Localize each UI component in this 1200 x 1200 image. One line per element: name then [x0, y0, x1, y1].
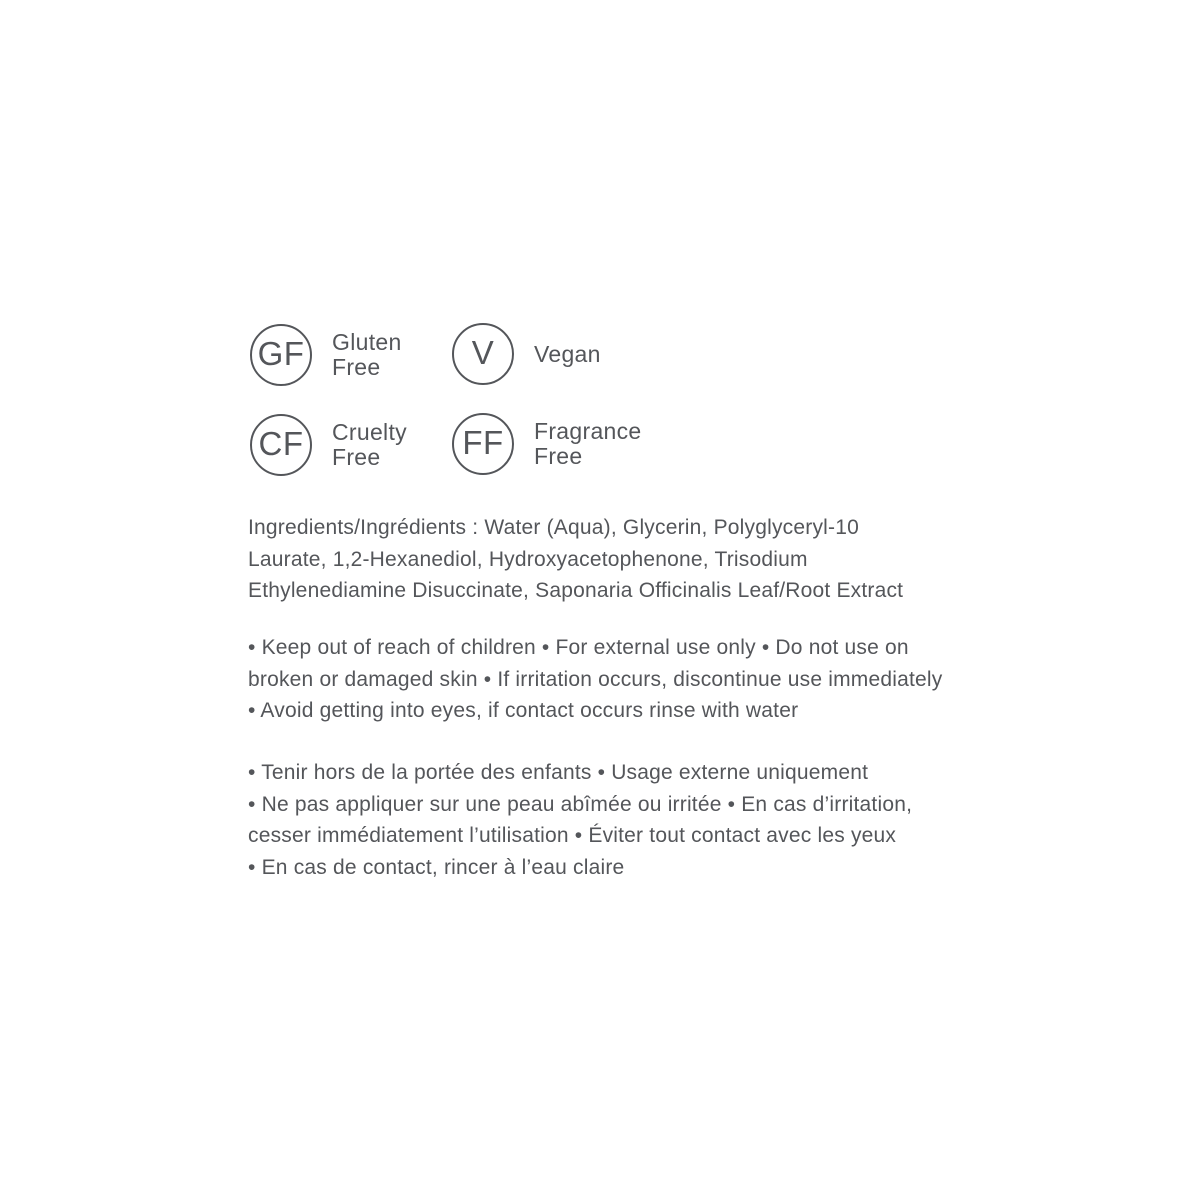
- ingredients-line: Ethylenediamine Disuccinate, Saponaria Officinalis Leaf/Root Extract: [248, 579, 904, 602]
- badge-label-line: Free: [534, 443, 583, 469]
- ingredients-line: Ingredients/Ingrédients : Water (Aqua), Glycerin, Polyglyceryl-10: [248, 516, 859, 539]
- vegan-icon: [452, 323, 514, 385]
- warning-line: • En cas de contact, rincer à l’eau claire: [248, 855, 625, 879]
- badge-label-line: Free: [332, 444, 381, 470]
- badge-vegan: [452, 323, 601, 385]
- warnings-english: [248, 632, 942, 727]
- badge-label: [332, 330, 402, 380]
- badge-gluten-free: [250, 324, 402, 386]
- warning-line: broken or damaged skin • If irritation occurs, discontinue use immediately: [248, 667, 943, 691]
- badge-abbr: GF: [257, 335, 305, 372]
- badge-label: [332, 420, 407, 470]
- warning-line: • Ne pas appliquer sur une peau abîmée ou irritée • En cas d’irritation,: [248, 792, 913, 816]
- badge-label-line: Gluten: [332, 329, 402, 355]
- ingredients-line: Laurate, 1,2-Hexanediol, Hydroxyacetophenone, Trisodium: [248, 547, 808, 571]
- badge-label-line: Vegan: [534, 340, 601, 367]
- cruelty-free-icon: [250, 414, 312, 476]
- gluten-free-icon: [250, 324, 312, 386]
- badge-label-line: Free: [332, 354, 381, 380]
- badge-label: [534, 419, 642, 469]
- badge-abbr: CF: [258, 425, 304, 462]
- badge-label-line: Fragrance: [534, 418, 642, 444]
- warning-line: • Tenir hors de la portée des enfants • Usage externe uniquement: [248, 761, 869, 784]
- ingredients-paragraph: [248, 512, 903, 607]
- badge-label: [534, 342, 601, 367]
- warning-line: cesser immédiatement l’utilisation • Éviter tout contact avec les yeux: [248, 824, 897, 847]
- warning-line: • Keep out of reach of children • For external use only • Do not use on: [248, 636, 909, 659]
- badge-abbr: V: [471, 334, 495, 371]
- badge-abbr: FF: [462, 424, 504, 461]
- warnings-french: [248, 757, 912, 883]
- badge-fragrance-free: [452, 413, 642, 475]
- warning-line: • Avoid getting into eyes, if contact occurs rinse with water: [248, 699, 799, 722]
- fragrance-free-icon: [452, 413, 514, 475]
- badge-label-line: Cruelty: [332, 419, 407, 445]
- badge-cruelty-free: [250, 414, 407, 476]
